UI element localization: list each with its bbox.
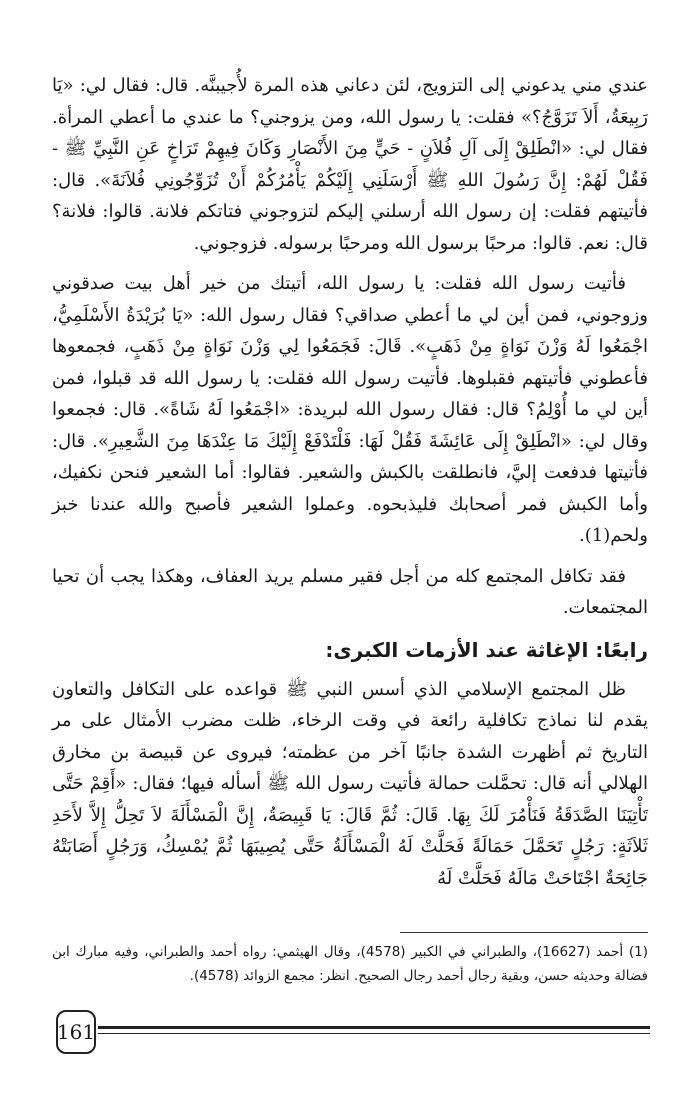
bottom-rule-thick: [98, 1026, 650, 1029]
footnote-divider: [400, 932, 648, 933]
body-paragraph-2: فأتيت رسول الله فقلت: يا رسول الله، أتيتك من خير أهل بيت صدقوني وزوجوني، فمن أين لي ما أعطي صداقي؟ فقال رسول الله: «يَا بُرَيْدَةُ الأَسْلَمِيُّ، اجْمَعُوا لَهُ وَزْنَ نَوَاةٍ مِنْ ذَهَبٍ». قَالَ: فَجَمَعُوا لِي وَزْنَ نَوَاةٍ مِنْ ذَهَبٍ، فجمعوها فأعطوني فأتيتهم فقبلوها. فأتيت رسول الله فقلت: يا رسول الله قد قبلوا، فمن أين لي ما أُوْلِمُ؟ قال: فقال رسول الله لبريدة: «اجْمَعُوا لَهُ شَاةً». قال: فجمعوا وقال لي: «انْطَلِقْ إِلَى عَائِشَةَ فَقُلْ لَهَا: فَلْتَدْفَعْ إِلَيْكَ مَا عِنْدَهَا مِنَ الشَّعِيرِ». قال: فأتيتها فدفعت إليَّ، فانطلقت بالكبش والشعير. فقالوا: أما الشعير فنحن نكفيك، وأما الكبش فمر أصحابك فليذبحوه. وعملوا الشعير فأصبح والله عندنا خبز ولحم(1).: [52, 273, 648, 546]
body-paragraph-3: فقد تكافل المجتمع كله من أجل فقير مسلم يريد العفاف، وهكذا يجب أن تحيا المجتمعات.: [52, 565, 648, 618]
page-body: [52, 70, 648, 894]
body-paragraph-4: ظل المجتمع الإسلامي الذي أسس النبي ﷺ قواعده على التكافل والتعاون يقدم لنا نماذج تكافلية رائعة في وقت الرخاء، ظلت مضرب الأمثال على مر التاريخ ثم أظهرت الشدة جانبًا آخر من عظمته؛ فيروى عن قبيصة بن مخارق الهلالي أنه قال: تحمَّلت حمالة فأتيت رسول الله ﷺ أسأله فيها؛ فقال: «أَقِمْ حَتَّى تَأْتِيَنَا الصَّدَقَةُ فَنَأْمُرَ لَكَ بِهَا. قَالَ: ثُمَّ قَالَ: يَا قَبِيصَةُ، إِنَّ الْمَسْأَلَةَ لاَ تَحِلُّ إِلاَّ لأَحَدِ ثَلاَثَةٍ: رَجُلٍ تَحَمَّلَ حَمَالَةً فَحَلَّتْ لَهُ الْمَسْأَلَةُ حَتَّى يُصِيبَهَا ثُمَّ يُمْسِكُ، وَرَجُلٍ أَصَابَتْهُ جَائِحَةٌ اجْتَاحَتْ مَالَهُ فَحَلَّتْ لَهُ: [52, 678, 648, 889]
body-paragraph-1: عندي مني يدعوني إلى التزويج، لئن دعاني هذه المرة لأُجيبنَّه. قال: فقال لي: «يَا رَبِيعَةُ، أَلاَ تَزَوَّجُ؟» فقلت: يا رسول الله، ومن يزوجني؟ ما عندي ما أعطي المرأة. فقال لي: «انْطَلِقْ إِلَى آلِ فُلاَنٍ - حَيٍّ مِنَ الأَنْصَارِ وَكَانَ فِيهِمْ تَرَاخٍ عَنِ النَّبِيِّ ﷺ - فَقُلْ لَهُمْ: إِنَّ رَسُولَ اللهِ ﷺ أَرْسَلَنِي إِلَيْكُمْ يَأْمُرُكُمْ أَنْ تُزَوِّجُونِي فُلاَنَةَ». قال: فأتيتهم فقلت: إن رسول الله أرسلني إليكم لتزوجوني فتاتكم فلانة. قالوا: فلانة؟ قال: نعم. قالوا: مرحبًا برسول الله ومرحبًا برسوله. فزوجوني.: [52, 75, 648, 254]
bottom-rule-thin: [98, 1033, 650, 1034]
footnote: (1) أحمد (16627)، والطبراني في الكبير (4578)، وقال الهيثمي: رواه أحمد والطبراني، وفيه مبارك ابن فضالة وحديثه حسن، وبقية رجال أحمد رجال الصحيح. انظر: مجمع الزوائد (4578).: [52, 944, 648, 984]
section-heading: رابعًا: الإغاثة عند الأزمات الكبرى:: [325, 637, 648, 662]
page-number: 161: [56, 1010, 96, 1054]
